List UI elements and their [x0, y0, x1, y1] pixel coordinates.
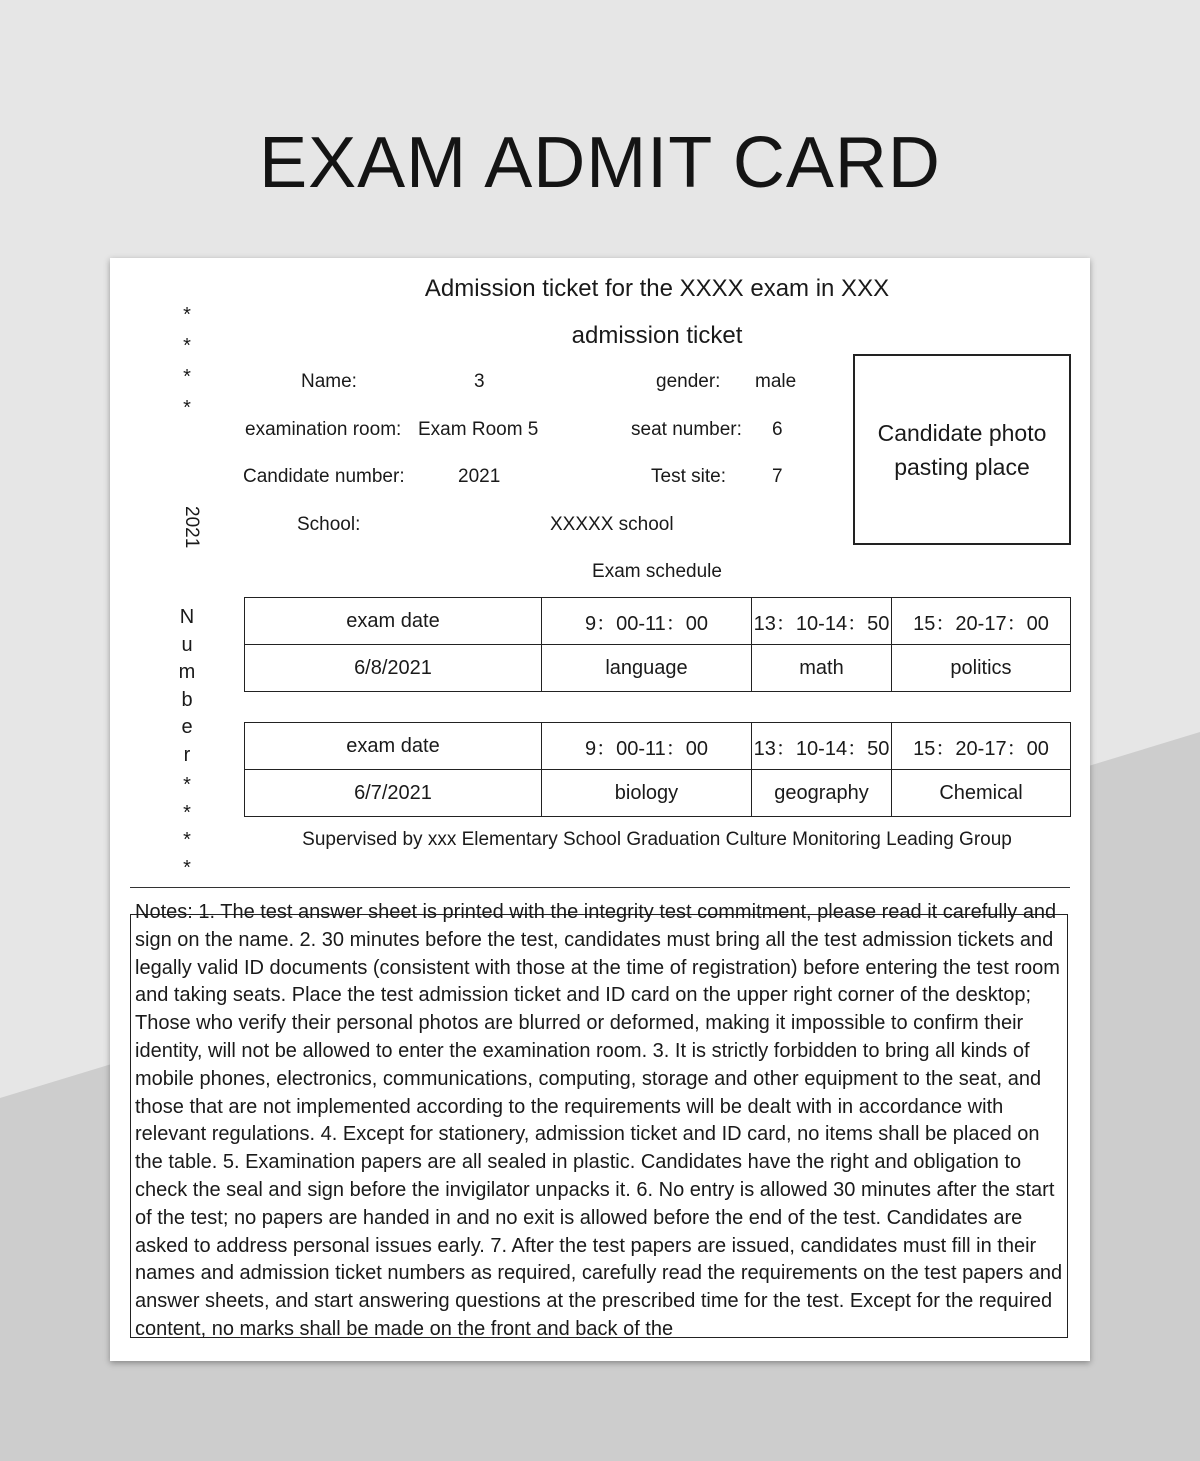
table-cell: language [542, 645, 752, 692]
side-letter: r [183, 743, 191, 766]
table-cell: 13：10-14：50 [752, 723, 892, 770]
side-star: * [183, 335, 191, 357]
school-value: XXXXX school [550, 514, 674, 535]
card-subheading: admission ticket [571, 322, 743, 349]
table-cell: Chemical [892, 770, 1071, 817]
table-row [245, 723, 1071, 770]
supervised-by-text: Supervised by xxx Elementary School Graduation Culture Monitoring Leading Group [302, 829, 1012, 850]
side-star: * [183, 366, 191, 388]
schedule-table [244, 722, 1071, 817]
side-star: * [183, 829, 191, 851]
side-year: 2021 [181, 506, 202, 549]
table-cell: 9：00-11：00 [542, 598, 752, 645]
side-number-label [172, 604, 202, 769]
schedule-title: Exam schedule [592, 561, 722, 582]
name-label: Name: [301, 371, 357, 392]
admit-card [110, 258, 1090, 1361]
table-row [245, 645, 1071, 692]
side-star: * [183, 856, 191, 879]
table-cell: 15：20-17：00 [892, 598, 1071, 645]
side-letter: u [181, 633, 193, 656]
table-row [245, 598, 1071, 645]
table-cell: biology [542, 770, 752, 817]
table-row [245, 770, 1071, 817]
photo-placeholder-line: pasting place [894, 453, 1030, 480]
table-cell: geography [752, 770, 892, 817]
candidate-number-label: Candidate number: [243, 466, 405, 487]
gender-label: gender: [656, 371, 721, 392]
side-letter: b [181, 688, 193, 711]
side-star: * [183, 304, 191, 326]
name-value: 3 [474, 371, 485, 392]
gender-value: male [755, 371, 797, 392]
table-cell: math [752, 645, 892, 692]
divider-line [130, 887, 1070, 888]
schedule-table [244, 597, 1071, 692]
side-letter: m [178, 661, 196, 683]
test-site-label: Test site: [651, 466, 726, 487]
test-site-value: 7 [772, 466, 783, 487]
side-letter: e [181, 716, 193, 738]
side-stars-bottom [172, 772, 202, 882]
side-star: * [183, 397, 191, 419]
photo-placeholder-box [853, 354, 1071, 545]
side-letter: N [179, 606, 195, 628]
table-cell: politics [892, 645, 1071, 692]
seat-number-label: seat number: [631, 419, 742, 440]
table-cell: exam date [245, 598, 542, 645]
candidate-number-value: 2021 [458, 466, 501, 487]
side-stars-top [172, 300, 202, 424]
side-star: * [183, 801, 191, 824]
notes-box [130, 901, 1068, 1340]
photo-placeholder-line: Candidate photo [877, 419, 1047, 446]
page-title: EXAM ADMIT CARD [259, 123, 941, 203]
card-heading: Admission ticket for the XXXX exam in XXX [424, 275, 890, 302]
table-cell: 6/7/2021 [245, 770, 542, 817]
table-cell: 13：10-14：50 [752, 598, 892, 645]
notes-text: Notes: 1. The test answer sheet is printed with the integrity test commitment, please read it carefully and sign on the name. 2. 30 minutes before the test, candidates must bring all the test admission tickets and legally valid ID documents (consistent with those at the time of registration) before entering the test room and taking seats. Place the test admission ticket and ID card on the upper right corner of the desktop; Those who verify their personal photos are blurred or deformed, making it impossible to confirm their identity, will not be allowed to enter the examination room. 3. It is strictly forbidden to bring all kinds of mobile phones, electronics, communications, computing, storage and other equipment to the seat, and those that are not implemented according to the requirements will be dealt with in accordance with relevant regulations. 4. Except for stationery, admission ticket and ID card, no items shall be placed on the table. 5. Examination papers are all sealed in plastic. Candidates have the right and obligation to check the seal and sign before the invigilator unpacks it. 6. No entry is allowed 30 minutes after the start of the test; no papers are handed in and no exit is allowed before the end of the test. Candidates are asked to address personal issues early. 7. After the test papers are issued, candidates must fill in their names and admission ticket numbers as required, carefully read the requirements on the test papers and answer sheets, and start answering questions at the prescribed time for the test. Except for the required content, no marks shall be made on the front and back of the [135, 901, 1063, 1340]
side-star: * [183, 774, 191, 796]
table-cell: 15：20-17：00 [892, 723, 1071, 770]
seat-number-value: 6 [772, 419, 783, 440]
examination-room-value: Exam Room 5 [418, 419, 539, 440]
school-label: School: [297, 514, 361, 535]
table-cell: 9：00-11：00 [542, 723, 752, 770]
examination-room-label: examination room: [245, 419, 402, 440]
table-cell: exam date [245, 723, 542, 770]
table-cell: 6/8/2021 [245, 645, 542, 692]
